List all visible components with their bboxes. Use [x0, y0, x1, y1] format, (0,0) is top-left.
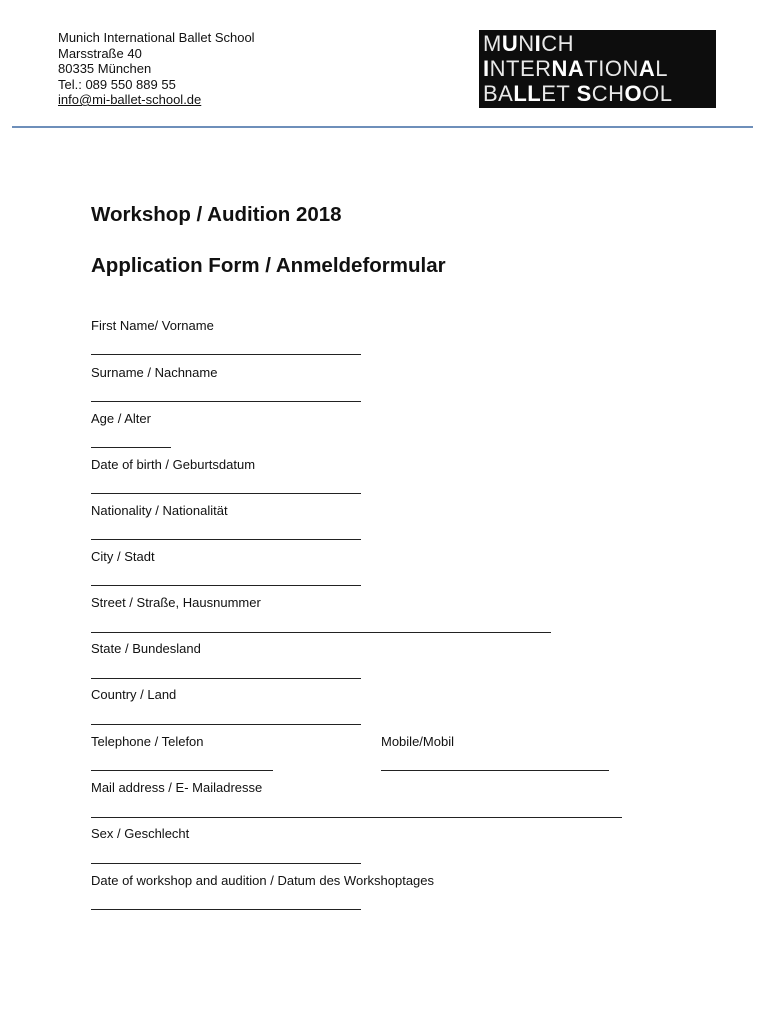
sex-label: Sex / Geschlecht [91, 826, 190, 841]
logo-line-2: INTERNATIONAL [483, 56, 668, 81]
dob-field[interactable] [91, 493, 361, 494]
header-divider [12, 126, 753, 128]
state-label: State / Bundesland [91, 641, 201, 656]
city-label: City / Stadt [91, 549, 155, 564]
country-field[interactable] [91, 724, 361, 725]
nationality-label: Nationality / Nationalität [91, 503, 228, 518]
age-field[interactable] [91, 447, 171, 448]
school-city: 80335 München [58, 61, 152, 76]
mail-field[interactable] [91, 817, 622, 818]
logo-line-3: BALLET SCHOOL [483, 81, 673, 106]
surname-label: Surname / Nachname [91, 365, 218, 380]
workshop-date-field[interactable] [91, 909, 361, 910]
street-field[interactable] [91, 632, 551, 633]
telephone-label: Telephone / Telefon [91, 734, 204, 749]
school-name: Munich International Ballet School [58, 30, 255, 45]
nationality-field[interactable] [91, 539, 361, 540]
telephone-field[interactable] [91, 770, 273, 771]
mail-label: Mail address / E- Mailadresse [91, 780, 263, 795]
state-field[interactable] [91, 678, 361, 679]
school-logo [479, 30, 716, 108]
surname-field[interactable] [91, 401, 361, 402]
mobile-label: Mobile/Mobil [381, 734, 454, 749]
sex-field[interactable] [91, 863, 361, 864]
school-street: Marsstraße 40 [58, 45, 142, 61]
form-title: Workshop / Audition 2018 [91, 203, 342, 226]
workshop-date-label: Date of workshop and audition / Datum des Workshoptages [91, 873, 435, 888]
city-field[interactable] [91, 585, 361, 586]
street-label: Street / Straße, Hausnummer [91, 595, 261, 610]
first-name-field[interactable] [91, 354, 361, 355]
form-subtitle: Application Form / Anmeldeformular [91, 254, 446, 277]
country-label: Country / Land [91, 687, 177, 702]
logo-line-1: MUNICH [483, 31, 575, 56]
dob-label: Date of birth / Geburtsdatum [91, 457, 256, 472]
school-phone: Tel.: 089 550 889 55 [58, 76, 176, 92]
school-email-link[interactable]: info@mi-ballet-school.de [58, 92, 202, 107]
school-address-block [58, 30, 255, 108]
first-name-label: First Name/ Vorname [91, 318, 214, 333]
age-label: Age / Alter [91, 411, 151, 426]
mobile-field[interactable] [381, 770, 609, 771]
